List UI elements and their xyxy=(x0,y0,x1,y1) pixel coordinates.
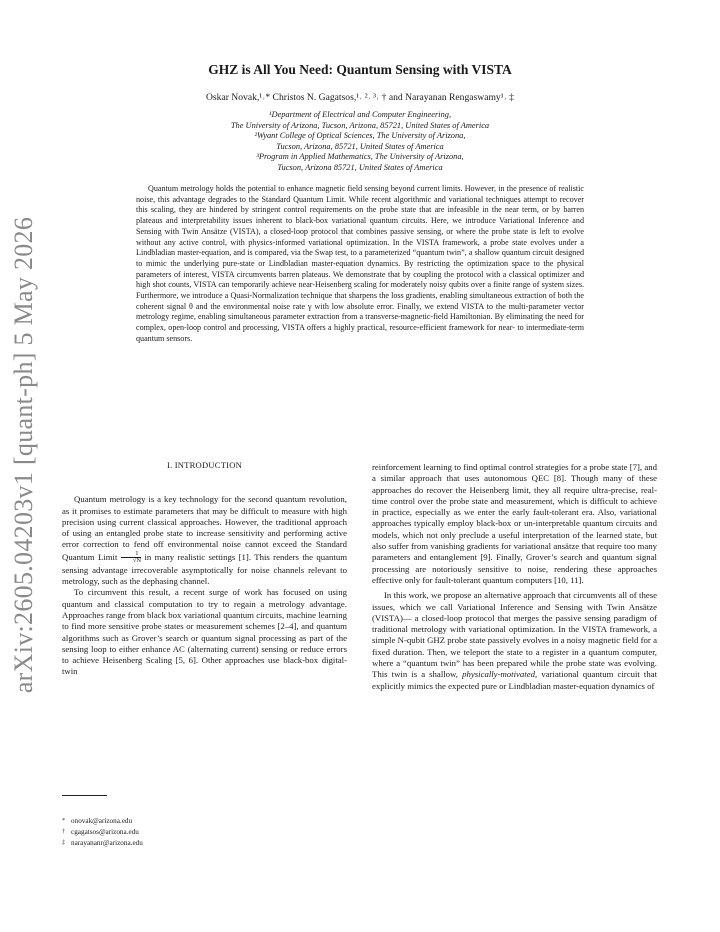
emphasis-text: physically-motivated xyxy=(462,669,535,680)
footnote-item xyxy=(62,838,143,849)
left-column xyxy=(62,460,347,678)
abstract xyxy=(136,184,584,345)
affiliation-line: ¹Department of Electrical and Computer Engineering, xyxy=(268,110,452,119)
intro-paragraph xyxy=(372,590,657,692)
footnote-item xyxy=(62,827,143,838)
author-list: Oskar Novak,¹˒* Christos N. Gagatsos,¹˒ ²˒ ³˒ † and Narayanan Rengaswamy¹˒ ‡ xyxy=(206,92,514,103)
intro-paragraph: To circumvent this result, a recent surge of work has focused on using quantum and classical computation to try to regain a metrology advantage. Approaches range from black box variational quantum circuits, machine learning to find more sensitive probe states or measurement schemes [2–4], and quantum algorithms such as Grover’s search or quantum signal processing as part of the sensing loop to either enhance AC (alternating current) sensing or reduce errors to achieve Heisenberg Scaling [5, 6]. Other approaches use black-box digital-twin xyxy=(62,587,347,677)
footnote-email: narayananr@arizona.edu xyxy=(71,838,143,847)
intro-paragraph: reinforcement learning to find optimal control strategies for a probe state [7], and a similar approach that uses autonomous QEC [8]. Though many of these approaches do recover the Heisenberg limit, they all require ultra-precise, real-time control over the probe state and measurement, which is difficult to achieve in practice, especially as we enter the early fault-tolerant era. Also, variational approaches typically employ black-box or un-interpretable quantum circuits and models, which not only preclude a useful interpretation of the learned state, but also suffer from vanishing gradients for variational ansätze that require too many parameters and entanglement [9]. Finally, Grover’s search and quantum signal processing are notoriously sensitive to noise, rendering these approaches effective only for fault-tolerant quantum computers [10, 11]. xyxy=(372,462,657,585)
footnote-mark: † xyxy=(62,828,65,835)
section-heading: I. INTRODUCTION xyxy=(166,460,243,470)
footnote-email: cgagatsos@arizona.edu xyxy=(71,827,139,836)
sql-fraction xyxy=(121,551,141,565)
paragraph-text: Quantum metrology is a key technology for the second quantum revolution, as it promises to estimate parameters that may be difficult to measure with high precision using current classical approaches. However, the traditional approach of using an entangled probe state to increase sensitivity and performing active error correction to fend off environmental noise cannot exceed the Standard Quantum Limit xyxy=(62,494,347,562)
intro-paragraph xyxy=(62,494,347,587)
fraction-denominator: √N xyxy=(132,557,142,565)
affiliation-line: ²Wyant College of Optical Sciences, The University of Arizona, xyxy=(254,131,466,141)
fraction-numerator: 1 xyxy=(121,551,141,559)
paragraph-text: In this work, we propose an alternative approach that circumvents all of these issues, which we call Variational Inference and Sensing with Twin Ansätze (VISTA)— a closed-loop protocol that merges the passive sensing paradigm of traditional metrology with variational optimization. In the VISTA framework, a simple N-qubit GHZ probe state passively evolves in a noisy magnetic field for a fixed duration. Then, we teleport the state to a register in a quantum computer, where a “quantum twin” has been prepared while the probe state was evolving. This twin is a shallow, xyxy=(372,590,657,680)
footnote-email: onovak@arizona.edu xyxy=(71,817,133,825)
arxiv-identifier: arXiv:2605.04203v1 [quant-ph] 5 May 2026 xyxy=(9,216,39,694)
affiliation-line: Tucson, Arizona 85721, United States of America xyxy=(277,162,443,172)
paragraph-text: , variational quantum circuit that explicitly mimics the expected pure or Lindbladian master-equation dynamics of xyxy=(372,669,658,691)
paper-title: GHZ is All You Need: Quantum Sensing with VISTA xyxy=(208,62,512,77)
footnote-item xyxy=(62,816,143,827)
abstract-text: Quantum metrology holds the potential to enhance magnetic field sensing beyond current limits. However, in the presence of realistic noise, this advantage degrades to the Standard Quantum Limit. While recent algorithmic and variational techniques attempt to recover this scaling, they are hindered by stringent control requirements on the probe state that are infeasible in the near term, or by barren plateaus and interpretability issues inherent to black-box variational quantum circuits. Here, we introduce Variational Inference and Sensing with Twin Ansätze (VISTA), a closed-loop protocol that combines passive sensing, or where the probe state is left to evolve without any active control, with physics-informed variational optimization. In the VISTA framework, a probe state evolves under a Lindbladian master-equation, and is compared, via the Swap test, to a parameterized “quantum twin”, a shallow quantum circuit designed to mimic the underlying pure-state or Lindbladian master-equation dynamics. By restricting the optimization space to the physical parameters of interest, VISTA circumvents barren plateaus. We demonstrate that by coupling the protocol with a classical optimizer and high shot counts, VISTA can temporarily achieve near-Heisenberg scaling for moderately noisy qubits over a finite range of system sizes. Furthermore, we introduce a Quasi-Normalization technique that sharpens the loss gradients, enabling simultaneous extraction of both the coherent signal θ and the environmental noise rate γ with low absolute error. Finally, we extend VISTA to the multi-parameter vector metrology regime, enabling simultaneous parameter extraction from a transverse-magnetic-field Hamiltonian. By eliminating the need for complex, open-loop control and processing, VISTA offers a highly practical, resource-efficient framework for near- to intermediate-term quantum sensors. xyxy=(136,184,584,343)
paragraph-text: in many realistic settings [1]. This renders the quantum sensing advantage irrecoverable asymptotically for noise channels relevant to metrology, such as the dephasing channel. xyxy=(62,551,348,587)
arxiv-side-stamp xyxy=(2,216,46,694)
footnote-mark: ‡ xyxy=(62,839,65,846)
footnotes xyxy=(62,816,143,848)
affiliation-line: ³Program in Applied Mathematics, The University of Arizona, xyxy=(256,152,464,162)
affiliation-line: The University of Arizona, Tucson, Arizona, 85721, United States of America xyxy=(230,120,490,130)
footnote-rule xyxy=(62,795,107,796)
footnote-mark: * xyxy=(62,818,65,824)
right-column xyxy=(372,462,657,692)
affiliation-line: Tucson, Arizona, 85721, United States of America xyxy=(276,141,444,151)
affiliations xyxy=(110,110,610,174)
